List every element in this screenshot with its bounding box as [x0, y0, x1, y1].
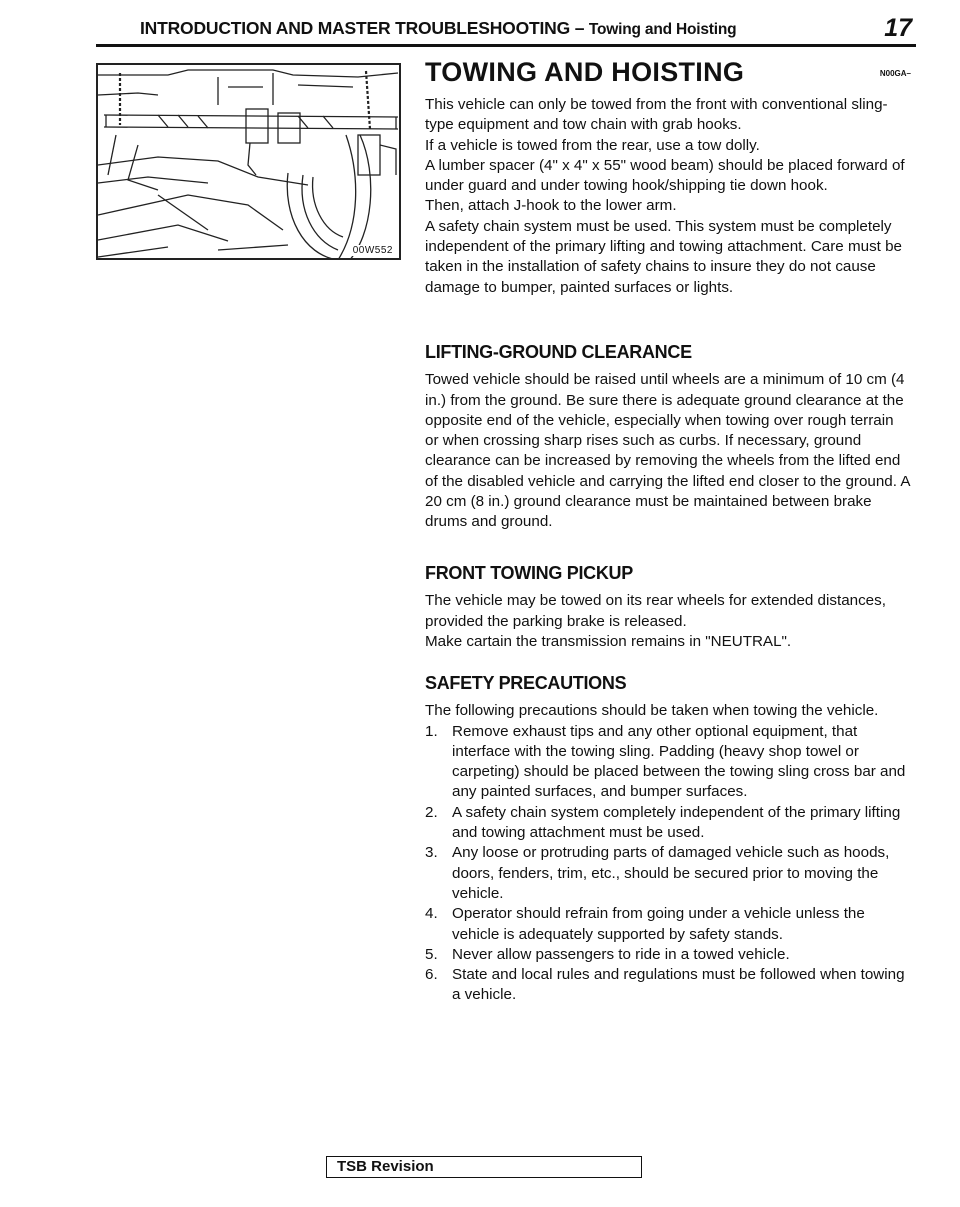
- intro-paragraph: A safety chain system must be used. This system must be completely independent of the primary lifting and towing attachment. Care must be taken in the installation of safety chains to insure they do not cause damage to bumper, painted surfaces or lights.: [425, 217, 902, 296]
- title-row: [425, 57, 915, 88]
- list-item-number: 4.: [425, 905, 438, 923]
- page-number: 17: [884, 14, 912, 42]
- intro-paragraph: This vehicle can only be towed from the front with conventional sling-type equipment and tow chain with grab hooks.: [425, 96, 888, 134]
- list-item-text: Never allow passengers to ride in a towed vehicle.: [452, 945, 790, 963]
- list-item: [425, 843, 911, 904]
- list-item-number: 2.: [425, 803, 438, 821]
- header-section-title: INTRODUCTION AND MASTER TROUBLESHOOTING: [140, 18, 571, 38]
- list-item-text: Any loose or protruding parts of damaged vehicle such as hoods, doors, fenders, trim, etc., should be secured prior to moving the vehicle.: [452, 844, 890, 902]
- intro-paragraph: If a vehicle is towed from the rear, use a tow dolly.: [425, 136, 760, 154]
- front-towing-heading: FRONT TOWING PICKUP: [425, 563, 633, 583]
- list-item: [425, 904, 911, 945]
- list-item-text: Remove exhaust tips and any other optional equipment, that interface with the towing sling. Padding (heavy shop towel or carpeting) should be placed between the towing sling cross bar and any painted surfaces, and bumper surfaces.: [452, 722, 906, 801]
- list-item-number: 5.: [425, 945, 438, 963]
- safety-section: [425, 673, 911, 1006]
- list-item-text: A safety chain system completely independent of the primary lifting and towing attachment must be used.: [452, 803, 901, 842]
- intro-section: [425, 95, 911, 298]
- list-item: [425, 722, 911, 803]
- lifting-paragraph: Towed vehicle should be raised until wheels are a minimum of 10 cm (4 in.) from the ground. Be sure there is adequate ground clearance at the opposite end of the vehicle, especially when towing over rough terrain or when crossing sharp rises such as curbs. If necessary, ground clearance can be increased by removing the wheels from the lifted end of the disabled vehicle and carrying the lifted end closer to the ground. A 20 cm (8 in.) ground clearance must be maintained between brake drums and ground.: [425, 371, 910, 531]
- header-subsection: Towing and Hoisting: [588, 21, 737, 38]
- tsb-revision-box: [326, 1156, 642, 1178]
- lifting-heading: LIFTING-GROUND CLEARANCE: [425, 342, 692, 362]
- towing-sling-drawing: [98, 65, 401, 260]
- safety-list: [425, 722, 911, 1006]
- safety-intro: The following precautions should be taken when towing the vehicle.: [425, 702, 879, 720]
- list-item-number: 1.: [425, 722, 438, 740]
- intro-paragraph: Then, attach J-hook to the lower arm.: [425, 197, 677, 215]
- front-towing-paragraph: The vehicle may be towed on its rear wheels for extended distances, provided the parking brake is released.: [425, 592, 886, 630]
- list-item: [425, 965, 911, 1006]
- front-towing-paragraph: Make cartain the transmission remains in "NEUTRAL".: [425, 632, 792, 650]
- tsb-revision-label: TSB Revision: [337, 1158, 434, 1175]
- list-item-text: Operator should refrain from going under a vehicle unless the vehicle is adequately supported by safety stands.: [452, 905, 865, 943]
- section-code: N00GA–: [879, 69, 911, 78]
- main-title: TOWING AND HOISTING: [425, 57, 745, 87]
- figure-label: 00W552: [352, 245, 393, 256]
- lifting-section: [425, 342, 911, 533]
- front-towing-section: [425, 563, 911, 652]
- list-item-number: 6.: [425, 966, 438, 984]
- intro-paragraph: A lumber spacer (4" x 4" x 55" wood beam) should be placed forward of under guard and under towing hook/shipping tie down hook.: [425, 156, 905, 195]
- page-header: [96, 14, 916, 47]
- header-section: [140, 18, 736, 39]
- list-item: [425, 945, 911, 965]
- towing-illustration: [96, 63, 401, 260]
- list-item-text: State and local rules and regulations must be followed when towing a vehicle.: [452, 966, 905, 1004]
- header-separator: –: [574, 18, 585, 38]
- safety-heading: SAFETY PRECAUTIONS: [425, 673, 627, 693]
- list-item-number: 3.: [425, 844, 438, 862]
- list-item: [425, 803, 911, 844]
